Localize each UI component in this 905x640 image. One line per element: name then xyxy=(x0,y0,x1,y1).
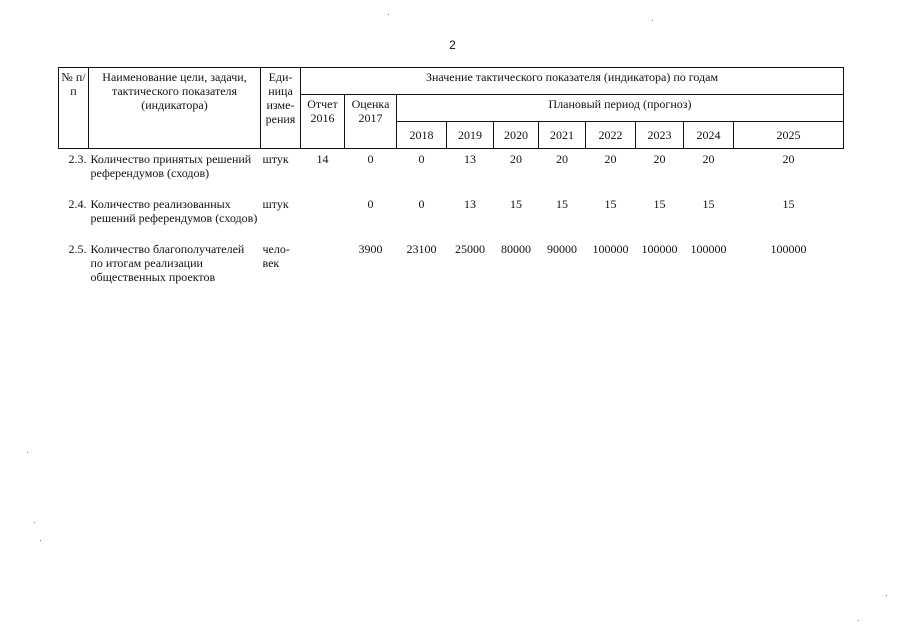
row-value: 90000 xyxy=(547,242,577,256)
row-name: Количество благополучателей по итогам реализации общественных проектов xyxy=(90,242,245,284)
indicators-table xyxy=(58,67,844,298)
scan-speck xyxy=(34,522,35,523)
row-estimate: 0 xyxy=(367,197,374,211)
row-value: 100000 xyxy=(690,242,727,256)
row-value: 20 xyxy=(510,152,522,166)
header-number: № п/п xyxy=(59,68,89,149)
row-unit: чело-век xyxy=(262,242,290,270)
scan-speck xyxy=(27,452,28,453)
header-plan-period: Плановый период (прогноз) xyxy=(397,95,844,122)
row-estimate: 0 xyxy=(367,152,374,166)
row-name: Количество реализованных решений референдумов (сходов) xyxy=(90,197,258,225)
header-year: 2020 xyxy=(494,122,539,149)
row-estimate: 3900 xyxy=(358,242,383,256)
row-value: 100000 xyxy=(770,242,807,256)
scan-speck xyxy=(652,20,653,21)
header-year: 2018 xyxy=(397,122,447,149)
row-value: 20 xyxy=(556,152,568,166)
row-unit: штук xyxy=(262,197,289,211)
row-report: 14 xyxy=(316,152,329,166)
header-report: Отчет 2016 xyxy=(301,95,345,149)
row-value: 15 xyxy=(556,197,568,211)
header-estimate: Оценка 2017 xyxy=(345,95,397,149)
row-value: 0 xyxy=(418,197,425,211)
header-year: 2025 xyxy=(734,122,844,149)
row-unit: штук xyxy=(262,152,289,166)
page-number: 2 xyxy=(449,38,456,52)
row-value: 80000 xyxy=(501,242,531,256)
header-year: 2023 xyxy=(636,122,684,149)
row-value: 20 xyxy=(782,152,795,166)
row-value: 20 xyxy=(702,152,715,166)
row-value: 0 xyxy=(418,152,425,166)
header-year: 2024 xyxy=(684,122,734,149)
row-number: 2.5. xyxy=(68,242,87,256)
header-values-title: Значение тактического показателя (индикатора) по годам xyxy=(301,68,844,95)
row-value: 13 xyxy=(464,197,476,211)
scan-speck xyxy=(858,620,859,621)
table-row xyxy=(59,239,844,298)
row-value: 15 xyxy=(653,197,666,211)
row-name: Количество принятых решений референдумов (сходов) xyxy=(90,152,252,180)
row-value: 15 xyxy=(782,197,795,211)
row-report xyxy=(301,239,345,298)
row-value: 20 xyxy=(653,152,666,166)
table-header xyxy=(59,68,844,149)
row-number: 2.4. xyxy=(68,197,87,211)
row-value: 23100 xyxy=(406,242,437,256)
row-report xyxy=(301,194,345,239)
table-row xyxy=(59,194,844,239)
row-value: 100000 xyxy=(592,242,629,256)
scan-speck xyxy=(886,595,887,596)
scan-speck xyxy=(388,14,389,15)
header-unit: Еди-ница изме-рения xyxy=(261,68,301,149)
header-year: 2022 xyxy=(586,122,636,149)
row-value: 100000 xyxy=(641,242,678,256)
row-value: 20 xyxy=(604,152,617,166)
table-body xyxy=(59,149,844,299)
row-value: 15 xyxy=(604,197,617,211)
row-value: 15 xyxy=(510,197,522,211)
row-value: 25000 xyxy=(455,242,485,256)
scan-speck xyxy=(40,540,41,541)
header-name: Наименование цели, задачи, тактического показателя (индикатора) xyxy=(89,68,261,149)
table-row xyxy=(59,149,844,195)
header-year: 2021 xyxy=(539,122,586,149)
row-value: 13 xyxy=(464,152,476,166)
row-value: 15 xyxy=(702,197,715,211)
header-year: 2019 xyxy=(447,122,494,149)
row-number: 2.3. xyxy=(68,152,87,166)
